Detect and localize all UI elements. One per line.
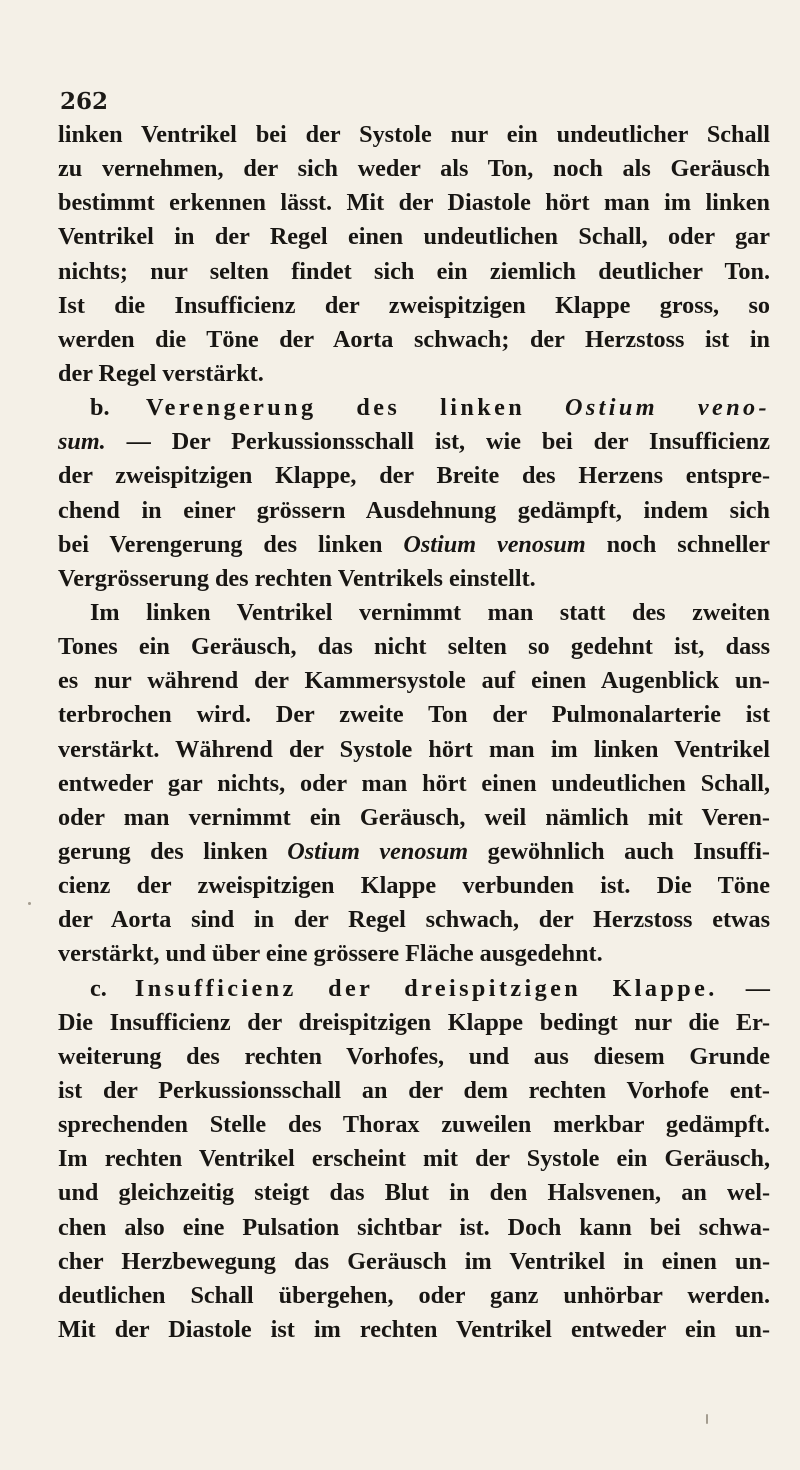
text-line: der zweispitzigen Klappe, der Breite des Herzens entspre-	[58, 462, 770, 490]
text-line: Im linken Ventrikel vernimmt man statt des zweiten	[90, 598, 770, 626]
text-line: sprechenden Stelle des Thorax zuweilen merkbar gedämpft.	[58, 1111, 770, 1139]
text-line: entweder gar nichts, oder man hört einen undeutlichen Schall,	[58, 769, 770, 797]
text-line: cienz der zweispitzigen Klappe verbunden ist. Die Töne	[58, 872, 770, 900]
text-line: cher Herzbewegung das Geräusch im Ventrikel in einen un-	[58, 1247, 770, 1275]
text-line: und gleichzeitig steigt das Blut in den Halsvenen, an wel-	[58, 1179, 770, 1207]
text-line: nichts; nur selten findet sich ein ziemlich deutlicher Ton.	[58, 257, 770, 285]
text-line: es nur während der Kammersystole auf einen Augenblick un-	[58, 667, 770, 695]
section-title: Insufficienz der dreispitzigen Klappe.	[134, 974, 718, 1002]
text-line	[58, 425, 770, 459]
section-heading-c	[58, 972, 770, 1006]
text-segment: gerung des linken	[58, 837, 288, 865]
text-segment: noch schneller	[585, 530, 770, 558]
text-line: verstärkt. Während der Systole hört man im linken Ventrikel	[58, 735, 770, 763]
text-line: oder man vernimmt ein Geräusch, weil nämlich mit Veren-	[58, 803, 770, 831]
text-line: der Regel verstärkt.	[58, 359, 264, 387]
text-line: Im rechten Ventrikel erscheint mit der Systole ein Geräusch,	[58, 1145, 770, 1173]
text-segment: — Der Perkussionsschall ist, wie bei der Insufficienz	[105, 428, 770, 456]
text-line: bestimmt erkennen lässt. Mit der Diastole hört man im linken	[58, 189, 770, 217]
page-number: 262	[60, 88, 109, 115]
italic-term: Ostium venosum	[287, 837, 469, 865]
text-line: verstärkt, und über eine grössere Fläche ausgedehnt.	[58, 940, 603, 968]
text-line: chen also eine Pulsation sichtbar ist. Doch kann bei schwa-	[58, 1213, 770, 1241]
text-line: weiterung des rechten Vorhofes, und aus diesem Grunde	[58, 1042, 770, 1070]
text-line: ist der Perkussionsschall an der dem rechten Vorhofe ent-	[58, 1076, 770, 1104]
paper-speck	[706, 1414, 708, 1424]
text-line	[58, 528, 770, 562]
text-line: deutlichen Schall übergehen, oder ganz unhörbar werden.	[58, 1281, 770, 1309]
section-letter: b.	[90, 394, 147, 422]
text-line: Mit der Diastole ist im rechten Ventrikel entweder ein un-	[58, 1315, 770, 1343]
text-line: Ventrikel in der Regel einen undeutlichen Schall, oder gar	[58, 223, 770, 251]
section-title-italic: Ostium veno-	[565, 394, 770, 422]
section-letter: c.	[90, 974, 135, 1002]
text-line: der Aorta sind in der Regel schwach, der Herzstoss etwas	[58, 906, 770, 934]
text-line: werden die Töne der Aorta schwach; der Herzstoss ist in	[58, 325, 770, 353]
text-line: chend in einer grössern Ausdehnung gedämpft, indem sich	[58, 496, 770, 524]
text-line: Die Insufficienz der dreispitzigen Klappe bedingt nur die Er-	[58, 1008, 770, 1036]
text-line: terbrochen wird. Der zweite Ton der Pulmonalarterie ist	[58, 701, 770, 729]
italic-term: sum.	[58, 428, 106, 456]
paper-speck	[28, 902, 31, 905]
text-line: Tones ein Geräusch, das nicht selten so gedehnt ist, dass	[58, 633, 770, 661]
italic-term: Ostium venosum	[403, 530, 586, 558]
text-line: Ist die Insufficienz der zweispitzigen Klappe gross, so	[58, 291, 770, 319]
text-line	[58, 835, 770, 869]
text-line: linken Ventrikel bei der Systole nur ein undeutlicher Schall	[58, 121, 770, 148]
text-segment: bei Verengerung des linken	[58, 530, 404, 558]
text-line: zu vernehmen, der sich weder als Ton, noch als Geräusch	[58, 155, 770, 183]
section-heading-b	[58, 391, 770, 425]
section-title: Verengerung des linken	[146, 394, 565, 422]
text-line: Vergrösserung des rechten Ventrikels einstellt.	[58, 564, 536, 592]
text-segment: —	[717, 974, 770, 1002]
body-text	[58, 118, 770, 1347]
text-segment: gewöhnlich auch Insuffi-	[468, 837, 770, 865]
